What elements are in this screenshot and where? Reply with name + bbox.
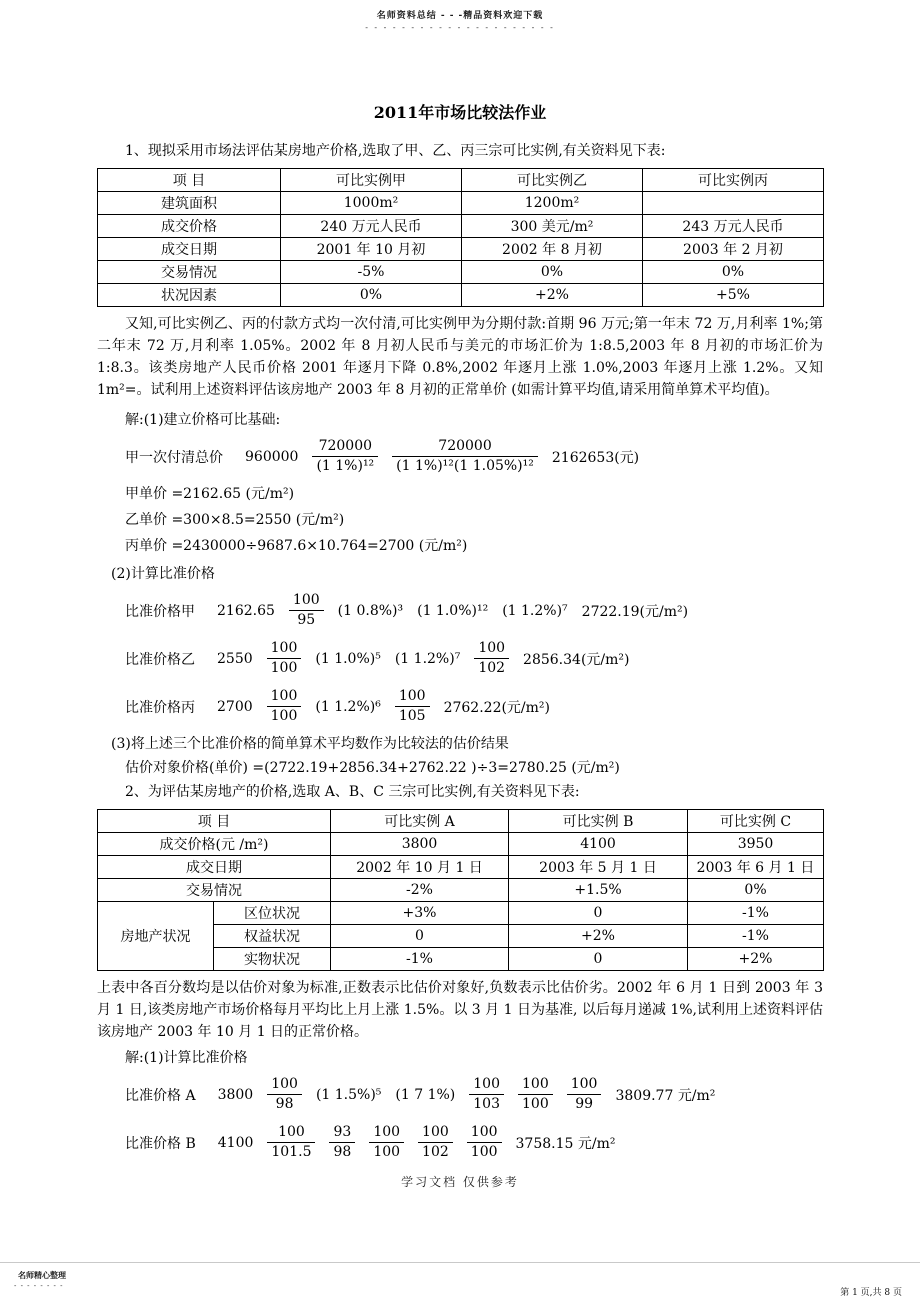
header-note: 名师资料总结 - - -精品资料欢迎下载 bbox=[376, 11, 544, 21]
table-cell: 240 万元人民币 bbox=[281, 215, 462, 238]
fraction-numerator: 720000 bbox=[312, 437, 378, 457]
fraction bbox=[467, 1123, 502, 1162]
table-cell: 3800 bbox=[331, 833, 509, 856]
formula-benchmark-price-bing bbox=[97, 684, 823, 729]
table-cell: -2% bbox=[331, 879, 509, 902]
formula-result: 3758.15 元/m² bbox=[515, 1135, 616, 1152]
doc-title: 2011年市场比较法作业 bbox=[373, 103, 547, 122]
formula-term: (1 1.2%)⁷ bbox=[394, 650, 461, 667]
row-label: 成交价格 bbox=[98, 215, 281, 238]
fraction-denominator: 102 bbox=[478, 660, 506, 676]
row-label: 成交日期 bbox=[98, 856, 331, 879]
table-row bbox=[98, 833, 824, 856]
fraction bbox=[289, 591, 324, 630]
table-cell: 2003 年 6 月 1 日 bbox=[688, 856, 824, 879]
table-row bbox=[98, 215, 824, 238]
sub-row-label: 权益状况 bbox=[214, 925, 331, 948]
table-cell: +5% bbox=[643, 284, 824, 307]
q1-header-case-yi: 可比实例乙 bbox=[462, 169, 643, 192]
row-label: 成交价格(元 /m²) bbox=[98, 833, 331, 856]
fraction-denominator: (1 1%)¹²(1 1.05%)¹² bbox=[396, 458, 534, 474]
formula-label: 比准价格 B bbox=[125, 1135, 196, 1152]
row-label: 交易情况 bbox=[98, 879, 331, 902]
fraction-denominator: 100 bbox=[270, 708, 298, 724]
table-cell: +2% bbox=[462, 284, 643, 307]
bottom-left-note: 名师精心整理 bbox=[18, 1270, 66, 1280]
q2-table bbox=[97, 809, 824, 971]
table-cell: 243 万元人民币 bbox=[643, 215, 824, 238]
fraction-denominator: 101.5 bbox=[271, 1144, 312, 1160]
q2-solution-step1-label: 解:(1)计算比准价格 bbox=[125, 1050, 248, 1066]
formula-term: (1 0.8%)³ bbox=[337, 602, 404, 619]
q1-header-item: 项 目 bbox=[98, 169, 281, 192]
fraction-denominator: 103 bbox=[473, 1096, 500, 1112]
formula-result: 2162653(元) bbox=[551, 449, 640, 466]
formula-label: 甲一次付清总价 bbox=[125, 449, 223, 466]
fraction bbox=[369, 1123, 404, 1162]
formula-result: 2856.34(元/m²) bbox=[523, 651, 630, 668]
table-row bbox=[98, 261, 824, 284]
formula-term: 2550 bbox=[217, 650, 253, 667]
table-row bbox=[98, 284, 824, 307]
table-cell: +1.5% bbox=[509, 879, 688, 902]
q1-table bbox=[97, 168, 824, 307]
fraction-numerator: 100 bbox=[518, 1075, 553, 1095]
header-dotted-line: - - - - - - - - - - - - - - - - - - - - - bbox=[365, 23, 555, 32]
fraction bbox=[567, 1075, 602, 1114]
formula-label: 比准价格甲 bbox=[125, 603, 195, 620]
formula-term: 960000 bbox=[245, 448, 299, 465]
fraction-numerator: 100 bbox=[418, 1123, 453, 1143]
fraction-numerator: 100 bbox=[395, 687, 430, 707]
table-cell: -5% bbox=[281, 261, 462, 284]
table-header-row bbox=[98, 810, 824, 833]
formula-term: 2700 bbox=[217, 698, 253, 715]
table-cell: 1200m² bbox=[462, 192, 643, 215]
row-label: 状况因素 bbox=[98, 284, 281, 307]
formula-label: 比准价格乙 bbox=[125, 651, 195, 668]
page-number: 第 1 页,共 8 页 bbox=[840, 1288, 902, 1298]
doc-header bbox=[0, 0, 920, 32]
formula-label: 比准价格丙 bbox=[125, 699, 195, 716]
table-cell: 0% bbox=[281, 284, 462, 307]
formula-term: 4100 bbox=[217, 1134, 254, 1151]
table-cell: 2003 年 2 月初 bbox=[643, 238, 824, 261]
fraction-denominator: 105 bbox=[398, 708, 426, 724]
formula-term: (1 7 1%) bbox=[395, 1086, 456, 1103]
table-cell: 3950 bbox=[688, 833, 824, 856]
table-cell: 0 bbox=[509, 948, 688, 971]
formula-benchmark-price-a bbox=[97, 1072, 823, 1117]
fraction-numerator: 93 bbox=[329, 1123, 355, 1143]
formula-term: (1 1.2%)⁷ bbox=[502, 602, 568, 619]
table-row bbox=[98, 238, 824, 261]
row-label: 交易情况 bbox=[98, 261, 281, 284]
table-row bbox=[98, 879, 824, 902]
table-cell: -1% bbox=[331, 948, 509, 971]
q2-header-item: 项 目 bbox=[98, 810, 331, 833]
fraction-numerator: 100 bbox=[267, 687, 302, 707]
doc-content bbox=[0, 102, 920, 1190]
q1-solution-step3-label: (3)将上述三个比准价格的简单算术平均数作为比较法的估价结果 bbox=[111, 736, 509, 752]
fraction-denominator: 102 bbox=[422, 1144, 449, 1160]
formula-term: 2162.65 bbox=[217, 602, 275, 619]
fraction-numerator: 100 bbox=[469, 1075, 504, 1095]
formula-result: 2762.22(元/m²) bbox=[443, 699, 550, 716]
fraction-denominator: 100 bbox=[270, 660, 298, 676]
fraction bbox=[518, 1075, 553, 1114]
q1-header-case-jia: 可比实例甲 bbox=[281, 169, 462, 192]
fraction-numerator: 100 bbox=[467, 1123, 502, 1143]
fraction-numerator: 100 bbox=[267, 1075, 302, 1095]
table-cell: 2001 年 10 月初 bbox=[281, 238, 462, 261]
fraction bbox=[267, 687, 302, 726]
fraction-denominator: 99 bbox=[575, 1096, 594, 1112]
formula-result: 2722.19(元/m²) bbox=[581, 603, 689, 620]
fraction-numerator: 100 bbox=[267, 1123, 315, 1143]
formula-term: (1 1.0%)¹² bbox=[417, 602, 489, 619]
q1-given-conditions: 又知,可比实例乙、丙的付款方式均一次付清,可比实例甲为分期付款:首期 96 万元;第一年末 72 万,月利率 1%;第二年末 72 万,月利率 1.05%。2002 年 8 月初人民币与美元的市场汇价为 1:8.5,2003 年 8 月初的市场汇价为 1:8.3。该类房地产人民币价格 2001 年逐月下降 0.8%,2002 年逐月上涨 1.0%,2003 年逐月上涨 1.2%。又知 1m²=。试利用上述资料评估该房地产 2003 年 8 月初的正常单价 (如需计算平均值,请采用简单算术平均值)。 bbox=[97, 316, 823, 398]
table-cell: 0 bbox=[509, 902, 688, 925]
fraction bbox=[267, 1123, 315, 1162]
formula-benchmark-price-jia bbox=[97, 588, 823, 633]
table-cell: 0 bbox=[331, 925, 509, 948]
yi-unit-price: 乙单价 =300×8.5=2550 (元/m²) bbox=[125, 512, 345, 528]
table-row bbox=[98, 856, 824, 879]
bottom-bar bbox=[0, 1262, 920, 1303]
fraction-numerator: 100 bbox=[567, 1075, 602, 1095]
bottom-left-dots: - - - - - - - - bbox=[14, 1282, 64, 1290]
fraction bbox=[395, 687, 430, 726]
bing-unit-price: 丙单价 =2430000÷9687.6×10.764=2700 (元/m²) bbox=[125, 538, 468, 554]
q1-solution-step2-label: (2)计算比准价格 bbox=[111, 566, 215, 582]
table-cell: 0% bbox=[462, 261, 643, 284]
q2-header-case-b: 可比实例 B bbox=[509, 810, 688, 833]
fraction-denominator: 98 bbox=[275, 1096, 294, 1112]
table-cell: 0% bbox=[688, 879, 824, 902]
fraction bbox=[312, 437, 378, 476]
fraction-denominator: 100 bbox=[470, 1144, 498, 1160]
fraction bbox=[392, 437, 538, 476]
q1-intro: 1、现拟采用市场法评估某房地产价格,选取了甲、乙、丙三宗可比实例,有关资料见下表: bbox=[125, 143, 666, 159]
sub-row-label: 区位状况 bbox=[214, 902, 331, 925]
formula-term: 3800 bbox=[217, 1086, 254, 1103]
table-header-row bbox=[98, 169, 824, 192]
table-cell: 1000m² bbox=[281, 192, 462, 215]
fraction-numerator: 100 bbox=[474, 639, 509, 659]
q2-header-case-a: 可比实例 A bbox=[331, 810, 509, 833]
fraction-numerator: 720000 bbox=[392, 437, 538, 457]
fraction-numerator: 100 bbox=[267, 639, 302, 659]
table-cell: +2% bbox=[509, 925, 688, 948]
q2-intro: 2、为评估某房地产的价格,选取 A、B、C 三宗可比实例,有关资料见下表: bbox=[125, 784, 580, 800]
table-cell: 0% bbox=[643, 261, 824, 284]
jia-unit-price: 甲单价 =2162.65 (元/m²) bbox=[125, 486, 295, 502]
q2-header-case-c: 可比实例 C bbox=[688, 810, 824, 833]
formula-benchmark-price-b bbox=[97, 1120, 823, 1165]
table-cell: 4100 bbox=[509, 833, 688, 856]
q1-header-case-bing: 可比实例丙 bbox=[643, 169, 824, 192]
sub-row-label: 实物状况 bbox=[214, 948, 331, 971]
row-label: 建筑面积 bbox=[98, 192, 281, 215]
formula-term: (1 1.5%)⁵ bbox=[315, 1086, 382, 1103]
fraction bbox=[474, 639, 509, 678]
table-cell: +3% bbox=[331, 902, 509, 925]
table-cell: -1% bbox=[688, 925, 824, 948]
table-row bbox=[98, 902, 824, 925]
q1-solution-step1-label: 解:(1)建立价格可比基础: bbox=[125, 412, 281, 428]
fraction-denominator: 95 bbox=[297, 612, 316, 628]
table-cell: 2003 年 5 月 1 日 bbox=[509, 856, 688, 879]
study-doc-footer: 学习文档 仅供参考 bbox=[401, 1175, 519, 1189]
fraction-denominator: 100 bbox=[373, 1144, 401, 1160]
formula-term: (1 1.2%)⁶ bbox=[315, 698, 381, 715]
row-label: 成交日期 bbox=[98, 238, 281, 261]
formula-label: 比准价格 A bbox=[125, 1087, 196, 1104]
q1-final-result: 估价对象价格(单价) =(2722.19+2856.34+2762.22 )÷3=2780.25 (元/m²) bbox=[125, 760, 620, 776]
table-cell: +2% bbox=[688, 948, 824, 971]
table-cell: -1% bbox=[688, 902, 824, 925]
q2-note: 上表中各百分数均是以估价对象为标准,正数表示比估价对象好,负数表示比估价劣。2002 年 6 月 1 日到 2003 年 3 月 1 日,该类房地产市场价格每月平均比上月上涨 1.5%。以 3 月 1 日为基准, 以后每月递减 1%,试利用上述资料评估该房地产 2003 年 10 月 1 日的正常价格。 bbox=[97, 980, 823, 1040]
table-cell bbox=[643, 192, 824, 215]
table-cell: 2002 年 10 月 1 日 bbox=[331, 856, 509, 879]
formula-result: 3809.77 元/m² bbox=[615, 1087, 716, 1104]
fraction bbox=[469, 1075, 504, 1114]
fraction-denominator: (1 1%)¹² bbox=[316, 458, 375, 474]
table-row bbox=[98, 192, 824, 215]
fraction-denominator: 98 bbox=[333, 1144, 352, 1160]
formula-term: (1 1.0%)⁵ bbox=[315, 650, 381, 667]
fraction bbox=[267, 1075, 302, 1114]
fraction-numerator: 100 bbox=[289, 591, 324, 611]
fraction bbox=[418, 1123, 453, 1162]
fraction bbox=[329, 1123, 355, 1162]
fraction-denominator: 100 bbox=[522, 1096, 549, 1112]
table-cell: 2002 年 8 月初 bbox=[462, 238, 643, 261]
formula-jia-total-price bbox=[97, 434, 823, 479]
fraction bbox=[267, 639, 302, 678]
formula-benchmark-price-yi bbox=[97, 636, 823, 681]
table-cell: 300 美元/m² bbox=[462, 215, 643, 238]
group-label: 房地产状况 bbox=[98, 902, 214, 971]
fraction-numerator: 100 bbox=[369, 1123, 404, 1143]
